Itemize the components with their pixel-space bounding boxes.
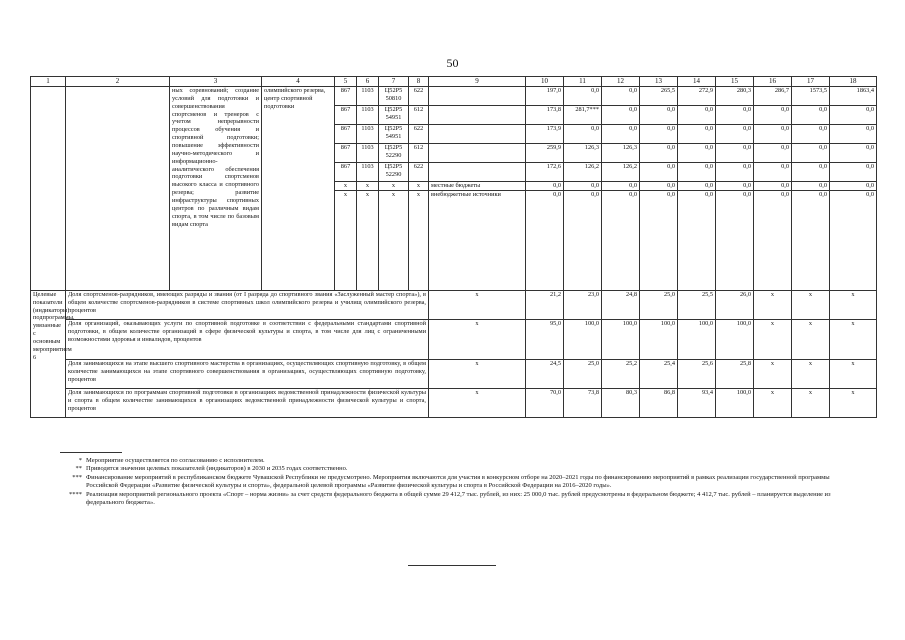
- column-number: 4: [262, 77, 335, 87]
- column-number: 12: [602, 77, 640, 87]
- indicator-value: 70,0: [526, 388, 564, 417]
- budget-value: 0,0: [754, 182, 792, 191]
- footnote-mark: *: [78, 457, 82, 464]
- budget-value: 0,0: [716, 106, 754, 125]
- budget-code: x: [379, 190, 409, 290]
- footnote-mark: ****: [69, 490, 82, 498]
- indicator-source: x: [429, 319, 526, 359]
- budget-value: 0,0: [754, 190, 792, 290]
- budget-code: x: [379, 182, 409, 191]
- indicator-value: x: [792, 388, 830, 417]
- indicator-row: [31, 290, 877, 319]
- budget-value: 0,0: [716, 144, 754, 163]
- budget-code: x: [357, 182, 379, 191]
- indicator-value: 100,0: [716, 319, 754, 359]
- budget-value: 0,0: [754, 163, 792, 182]
- budget-value: 0,0: [830, 190, 877, 290]
- indicator-value: 80,3: [602, 388, 640, 417]
- indicator-value: 25,5: [678, 290, 716, 319]
- budget-value: 0,0: [640, 182, 678, 191]
- budget-value: 0,0: [640, 144, 678, 163]
- budget-value: 0,0: [792, 190, 830, 290]
- budget-value: 0,0: [830, 163, 877, 182]
- budget-value: 0,0: [716, 182, 754, 191]
- indicator-value: x: [792, 319, 830, 359]
- footnotes: [60, 452, 860, 508]
- budget-value: 0,0: [678, 163, 716, 182]
- budget-code: x: [409, 182, 429, 191]
- funding-source: [429, 87, 526, 106]
- footnote: [60, 474, 860, 491]
- indicator-text: Доля занимающихся по программам спортивной подготовки в организациях ведомственной принадлежности физической культуры и спорта в общем количестве занимающихся в организациях ведомственной принадлежности физической культуры и спорта, процентов: [66, 388, 429, 417]
- budget-code: 622: [409, 125, 429, 144]
- budget-code: Ц52Р5 52290: [379, 144, 409, 163]
- indicator-value: 93,4: [678, 388, 716, 417]
- budget-value: 0,0: [602, 87, 640, 106]
- indicator-value: 25,0: [564, 359, 602, 388]
- column-number-row: [31, 77, 877, 87]
- budget-value: 1573,5: [792, 87, 830, 106]
- budget-code: Ц52Р5 54951: [379, 106, 409, 125]
- column-number: 7: [379, 77, 409, 87]
- indicator-source: x: [429, 388, 526, 417]
- funding-source: [429, 144, 526, 163]
- empty-cell: [31, 87, 66, 291]
- program-table: [30, 76, 877, 418]
- budget-value: 0,0: [830, 106, 877, 125]
- budget-value: 0,0: [792, 125, 830, 144]
- column-number: 10: [526, 77, 564, 87]
- budget-code: 1103: [357, 106, 379, 125]
- indicator-value: x: [754, 319, 792, 359]
- indicator-value: 100,0: [602, 319, 640, 359]
- budget-value: 0,0: [640, 190, 678, 290]
- page-number: 50: [446, 56, 459, 70]
- budget-value: 0,0: [602, 106, 640, 125]
- budget-code: x: [335, 190, 357, 290]
- column-number: 8: [409, 77, 429, 87]
- measure-description: ных соревнований; создание условий для подготовки и совершенствования спортсменов и тренеров с учетом непрерывности процессов обучения и спортивной подготовки; повышение эффективности научно-методического и информационно-аналитического обеспечения подготовки спортсменов высокого класса и спортивного резерва; развитие инфраструктуры спортивных центров по различным видам спорта, в том числе по базовым видам спорта: [170, 87, 262, 291]
- indicator-value: 25,0: [640, 290, 678, 319]
- executor-cell: олимпийского резерва, центр спортивной подготовки: [262, 87, 335, 291]
- footnote-text: Приводятся значения целевых показателей (индикаторов) в 2030 и 2035 годах соответственно.: [86, 465, 348, 473]
- column-number: 9: [429, 77, 526, 87]
- budget-value: 0,0: [564, 190, 602, 290]
- budget-value: 126,3: [564, 144, 602, 163]
- column-number: 5: [335, 77, 357, 87]
- footnote: [60, 457, 860, 465]
- budget-value: 0,0: [754, 106, 792, 125]
- budget-value: 0,0: [678, 182, 716, 191]
- indicator-row: [31, 359, 877, 388]
- budget-code: Ц52Р5 50810: [379, 87, 409, 106]
- indicator-value: 100,0: [640, 319, 678, 359]
- indicator-value: 23,0: [564, 290, 602, 319]
- budget-value: 272,9: [678, 87, 716, 106]
- budget-value: 0,0: [754, 125, 792, 144]
- budget-value: 286,7: [754, 87, 792, 106]
- indicator-value: x: [830, 359, 877, 388]
- budget-value: 0,0: [564, 87, 602, 106]
- budget-code: Ц52Р5 52290: [379, 163, 409, 182]
- budget-value: 172,6: [526, 163, 564, 182]
- budget-value: 0,0: [678, 144, 716, 163]
- budget-value: 0,0: [678, 125, 716, 144]
- indicator-value: 26,0: [716, 290, 754, 319]
- budget-value: 0,0: [716, 163, 754, 182]
- indicator-value: x: [754, 290, 792, 319]
- budget-code: 1103: [357, 163, 379, 182]
- indicator-value: 73,8: [564, 388, 602, 417]
- budget-code: 867: [335, 163, 357, 182]
- budget-code: 867: [335, 125, 357, 144]
- budget-value: 0,0: [526, 190, 564, 290]
- budget-value: 0,0: [716, 125, 754, 144]
- budget-code: 622: [409, 163, 429, 182]
- budget-code: 1103: [357, 87, 379, 106]
- budget-value: 265,5: [640, 87, 678, 106]
- budget-value: 0,0: [526, 182, 564, 191]
- budget-value: 0,0: [640, 125, 678, 144]
- budget-value: 0,0: [792, 163, 830, 182]
- indicator-row: [31, 319, 877, 359]
- budget-value: 0,0: [640, 163, 678, 182]
- funding-source: [429, 163, 526, 182]
- indicator-value: 86,8: [640, 388, 678, 417]
- budget-code: 1103: [357, 144, 379, 163]
- indicator-text: Доля спортсменов-разрядников, имеющих разряды и звания (от I разряда до спортивного звания «Заслуженный мастер спорта»), в общем количестве спортсменов-разрядников в системе спортивных школ олимпийского резерва и училищ олимпийского резерва, процентов: [66, 290, 429, 319]
- footnote-separator: [60, 452, 122, 453]
- column-number: 15: [716, 77, 754, 87]
- budget-row: [31, 87, 877, 106]
- budget-value: 281,7***: [564, 106, 602, 125]
- indicator-value: x: [830, 290, 877, 319]
- funding-source: [429, 106, 526, 125]
- footnote-mark: ***: [72, 473, 82, 481]
- indicator-value: x: [830, 319, 877, 359]
- indicator-value: x: [830, 388, 877, 417]
- budget-value: 0,0: [602, 125, 640, 144]
- budget-value: 0,0: [716, 190, 754, 290]
- budget-code: 1103: [357, 125, 379, 144]
- indicator-source: x: [429, 359, 526, 388]
- budget-value: 259,9: [526, 144, 564, 163]
- budget-code: x: [335, 182, 357, 191]
- end-line: [408, 565, 496, 566]
- column-number: 18: [830, 77, 877, 87]
- indicator-row: [31, 388, 877, 417]
- budget-value: 0,0: [678, 106, 716, 125]
- indicator-value: 21,2: [526, 290, 564, 319]
- footnote-mark: **: [75, 465, 82, 473]
- budget-value: 0,0: [564, 182, 602, 191]
- budget-value: 126,3: [602, 144, 640, 163]
- budget-value: 0,0: [830, 182, 877, 191]
- budget-value: 0,0: [792, 144, 830, 163]
- funding-source: внебюджетные источники: [429, 190, 526, 290]
- budget-code: x: [409, 190, 429, 290]
- budget-value: 1863,4: [830, 87, 877, 106]
- footnote-text: Реализация мероприятий регионального проекта «Спорт – норма жизни» за счет средств федерального бюджета в общей сумме 29 412,7 тыс. рублей, из них: 25 000,0 тыс. рублей предусмотрены в федеральном бюджете; 4 412,7 тыс. рублей – планируется выделение из федерального бюджета».: [86, 490, 831, 507]
- budget-value: 0,0: [602, 182, 640, 191]
- funding-source: местные бюджеты: [429, 182, 526, 191]
- target-indicators-label: Целевые показатели (индикаторы) подпрограммы, увязанные с основным мероприятием 6: [31, 290, 66, 417]
- indicator-source: x: [429, 290, 526, 319]
- budget-code: x: [357, 190, 379, 290]
- indicator-value: 25,2: [602, 359, 640, 388]
- column-number: 3: [170, 77, 262, 87]
- budget-value: 0,0: [830, 125, 877, 144]
- budget-value: 197,0: [526, 87, 564, 106]
- indicator-value: 100,0: [678, 319, 716, 359]
- budget-value: 0,0: [792, 106, 830, 125]
- column-number: 2: [66, 77, 170, 87]
- budget-value: 280,3: [716, 87, 754, 106]
- indicator-value: 100,0: [716, 388, 754, 417]
- footnote-text: Мероприятие осуществляется по согласованию с исполнителем.: [86, 457, 265, 464]
- column-number: 13: [640, 77, 678, 87]
- budget-code: 612: [409, 106, 429, 125]
- budget-value: 0,0: [564, 125, 602, 144]
- indicator-value: 25,8: [716, 359, 754, 388]
- indicator-value: 25,4: [640, 359, 678, 388]
- budget-value: 0,0: [754, 144, 792, 163]
- footnote: [60, 491, 860, 508]
- indicator-text: Доля занимающихся на этапе высшего спортивного мастерства в организациях, осуществляющих спортивную подготовку, в общем количестве занимающихся на этапе спортивного совершенствования в организациях, осуществляющих спортивную подготовку, процентов: [66, 359, 429, 388]
- budget-code: 622: [409, 87, 429, 106]
- budget-value: 173,8: [526, 106, 564, 125]
- column-number: 17: [792, 77, 830, 87]
- footnote-text: Финансирование мероприятий в республиканском бюджете Чувашской Республики не предусмотрено. Мероприятия включаются для участия в конкурсном отборе на 2020–2021 годы по финансированию мероприятий в рамках реализации государственной программы Российской Федерации «Развитие физической культуры и спорта», федеральной целевой программы «Развитие физической культуры и спорта в Российской Федерации на 2016–2020 годы».: [86, 473, 830, 490]
- budget-value: 126,2: [564, 163, 602, 182]
- budget-value: 0,0: [792, 182, 830, 191]
- budget-value: 173,9: [526, 125, 564, 144]
- budget-value: 0,0: [678, 190, 716, 290]
- budget-code: Ц52Р5 54951: [379, 125, 409, 144]
- budget-value: 0,0: [602, 190, 640, 290]
- footnote: [60, 465, 860, 473]
- indicator-value: x: [754, 359, 792, 388]
- budget-code: 867: [335, 106, 357, 125]
- indicator-value: x: [792, 359, 830, 388]
- budget-value: 126,2: [602, 163, 640, 182]
- indicator-value: x: [754, 388, 792, 417]
- budget-code: 612: [409, 144, 429, 163]
- budget-code: 867: [335, 87, 357, 106]
- column-number: 11: [564, 77, 602, 87]
- indicator-value: 95,0: [526, 319, 564, 359]
- column-number: 16: [754, 77, 792, 87]
- indicator-value: 25,6: [678, 359, 716, 388]
- empty-cell: [66, 87, 170, 291]
- budget-value: 0,0: [830, 144, 877, 163]
- indicator-value: x: [792, 290, 830, 319]
- indicator-text: Доля организаций, оказывающих услуги по спортивной подготовке в соответствии с федеральными стандартами спортивной подготовки, в общем количестве организаций в сфере физической культуры и спорта, в том числе для лиц с ограниченными возможностями здоровья и инвалидов, процентов: [66, 319, 429, 359]
- funding-source: [429, 125, 526, 144]
- indicator-value: 100,0: [564, 319, 602, 359]
- indicator-value: 24,8: [602, 290, 640, 319]
- budget-value: 0,0: [640, 106, 678, 125]
- column-number: 6: [357, 77, 379, 87]
- indicator-value: 24,5: [526, 359, 564, 388]
- column-number: 1: [31, 77, 66, 87]
- column-number: 14: [678, 77, 716, 87]
- budget-code: 867: [335, 144, 357, 163]
